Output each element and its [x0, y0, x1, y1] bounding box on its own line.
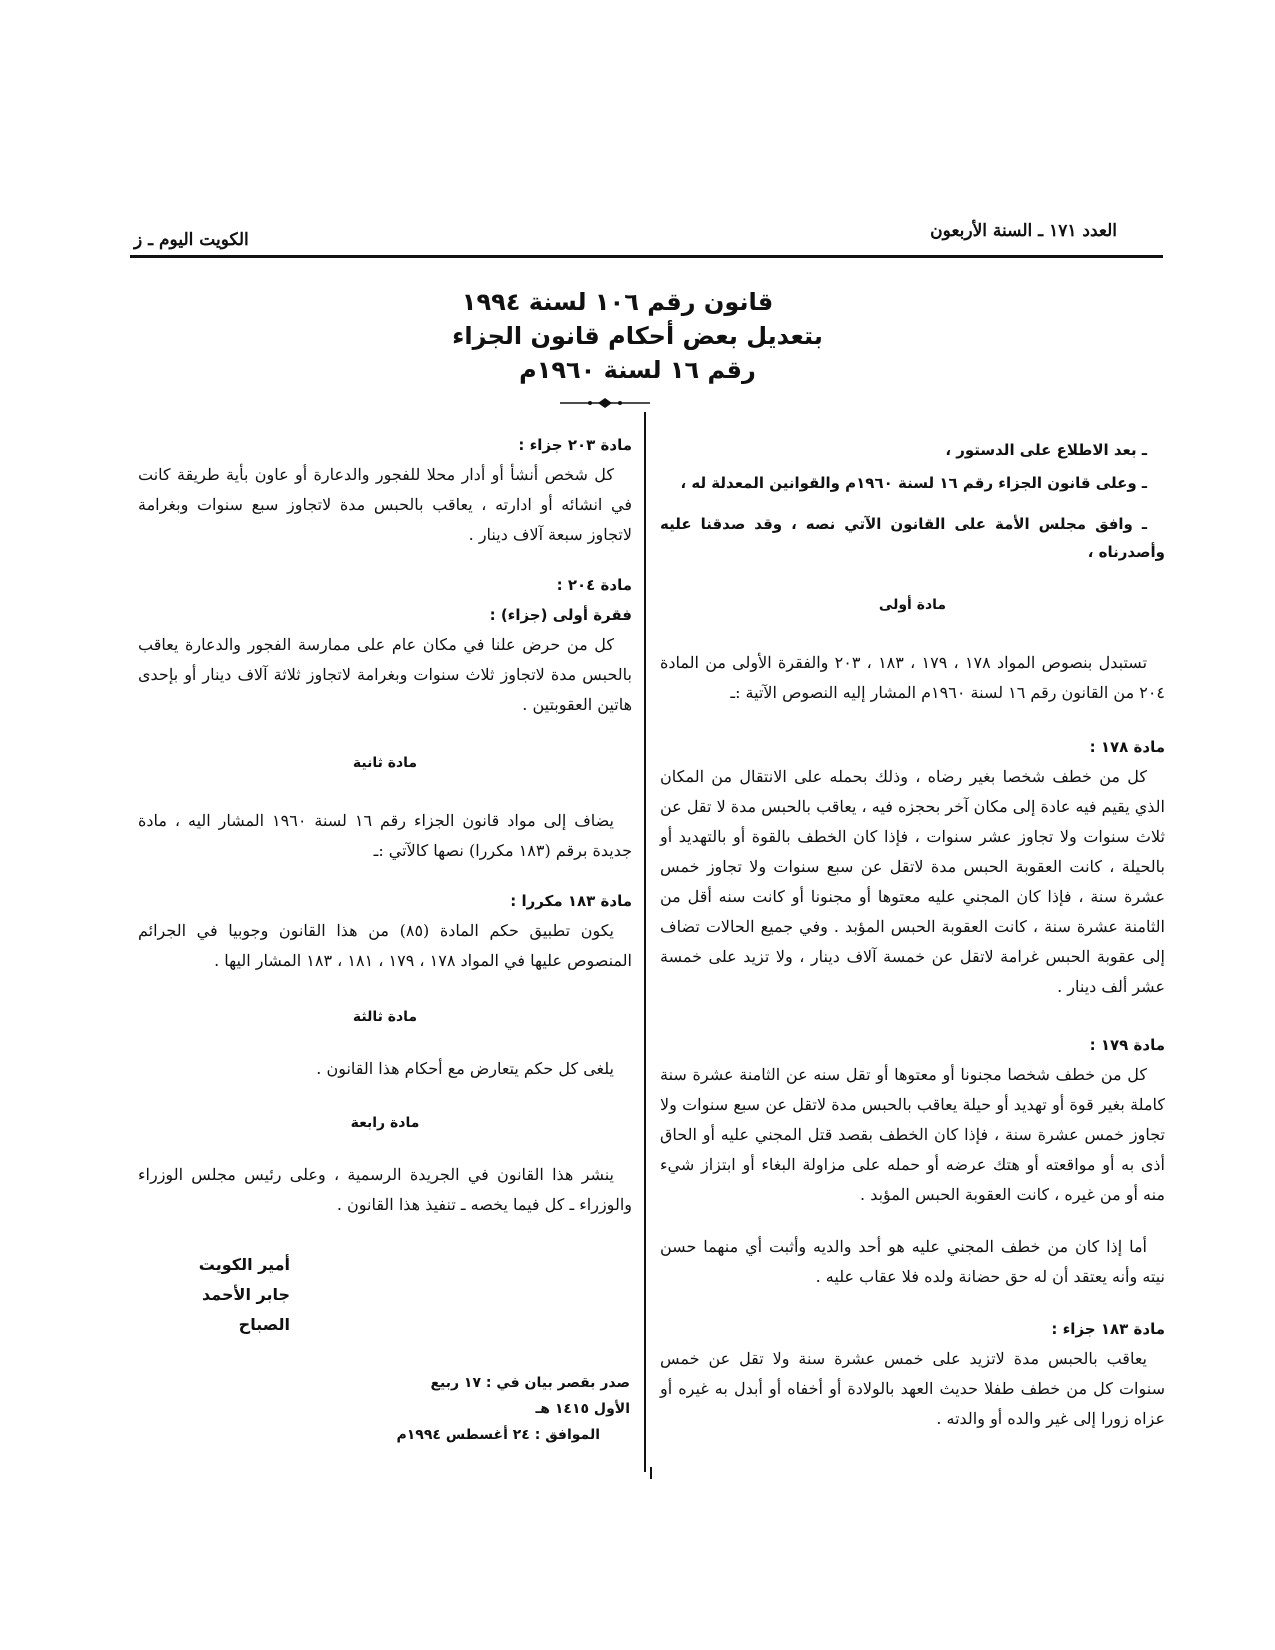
- article-4-text: ينشر هذا القانون في الجريدة الرسمية ، وعلى رئيس مجلس الوزراء والوزراء ـ كل فيما يخصه ـ تنفيذ هذا القانون .: [138, 1165, 632, 1214]
- title-line-2: بتعديل بعض أحكام قانون الجزاء: [452, 322, 823, 350]
- article-183-text: يعاقب بالحبس مدة لاتزيد على خمس عشرة سنة ولا تقل عن خمس سنوات كل من خطف طفلا حديث العهد بالولادة أو أخفاه أو أبدل به غيره أو عزاه زورا إلى غير والده أو والدته .: [660, 1349, 1165, 1428]
- article-1-text: تستبدل بنصوص المواد ١٧٨ ، ١٧٩ ، ١٨٣ ، ٢٠٣ والفقرة الأولى من المادة ٢٠٤ من القانون رقم ١٦ لسنة ١٩٦٠م المشار إليه النصوص الآتية :ـ: [660, 653, 1165, 702]
- column-divider-end: [650, 1467, 652, 1479]
- article-3-text: يلغى كل حكم يتعارض مع أحكام هذا القانون .: [316, 1059, 614, 1078]
- column-divider: [644, 412, 646, 1472]
- article-204-text: كل من حرض علنا في مكان عام على ممارسة الفجور والدعارة يعاقب بالحبس مدة لاتجاوز ثلاث سنوات وبغرامة لاتجاوز ثلاثة آلاف دينار أو بإحدى هاتين العقوبتين .: [138, 635, 632, 714]
- article-3-heading: مادة ثالثة: [352, 1009, 418, 1025]
- right-column: [660, 435, 1165, 1434]
- issue-number: العدد ١٧١ ـ السنة الأربعون: [930, 221, 1117, 241]
- article-4-heading: مادة رابعة: [350, 1115, 420, 1131]
- signature-title: أمير الكويت: [198, 1255, 290, 1274]
- article-1-heading: مادة أولى: [878, 597, 947, 613]
- article-2-heading: مادة ثانية: [352, 755, 418, 771]
- header-rule: [130, 255, 1163, 258]
- article-179-heading: مادة ١٧٩ :: [1089, 1036, 1165, 1054]
- article-203-text: كل شخص أنشأ أو أدار محلا للفجور والدعارة أو عاون بأية طريقة كانت في انشائه أو ادارته ، يعاقب بالحبس مدة لاتجاوز سبع سنوات وبغرامة لاتجاوز سبعة آلاف دينار .: [138, 465, 632, 544]
- title-line-3: رقم ١٦ لسنة ١٩٦٠م: [519, 356, 756, 384]
- article-2-text: يضاف إلى مواد قانون الجزاء رقم ١٦ لسنة ١٩٦٠ المشار اليه ، مادة جديدة برقم (١٨٣ مكررا) نصها كالآتي :ـ: [138, 811, 632, 860]
- article-183b-heading: مادة ١٨٣ مكررا :: [510, 892, 632, 910]
- title-line-1: قانون رقم ١٠٦ لسنة ١٩٩٤: [461, 288, 774, 316]
- signature-block: [160, 1250, 290, 1340]
- publication-name: الكويت اليوم ـ ز: [134, 230, 249, 250]
- article-179-text-2: أما إذا كان من خطف المجني عليه هو أحد والديه وأثبت أي منهما حسن نيته وأنه يعتقد أن له حق حضانة ولده فلا عقاب عليه .: [660, 1237, 1165, 1286]
- preamble-1: ـ بعد الاطلاع على الدستور ،: [945, 441, 1147, 459]
- article-183-heading: مادة ١٨٣ جزاء :: [1051, 1320, 1165, 1338]
- issued-line-1: صدر بقصر بيان في : ١٧ ربيع الأول ١٤١٥ هـ: [430, 1375, 630, 1417]
- signature-name: جابر الأحمد الصباح: [202, 1285, 290, 1334]
- article-178-heading: مادة ١٧٨ :: [1089, 738, 1165, 756]
- preamble-2: ـ وعلى قانون الجزاء رقم ١٦ لسنة ١٩٦٠م والقوانين المعدلة له ،: [680, 474, 1147, 492]
- issued-block: [390, 1370, 630, 1448]
- issued-line-2: الموافق : ٢٤ أغسطس ١٩٩٤م: [396, 1427, 600, 1443]
- article-183b-text: يكون تطبيق حكم المادة (٨٥) من هذا القانون وجوبيا في الجرائم المنصوص عليها في المواد ١٧٨ ، ١٧٩ ، ١٨١ ، ١٨٣ المشار اليها .: [138, 921, 632, 970]
- article-179-text: كل من خطف شخصا مجنونا أو معتوها أو تقل سنه عن الثامنة عشرة سنة كاملة بغير قوة أو تهديد أو حيلة يعاقب بالحبس مدة لاتقل عن سبع سنوات ولا تجاوز خمس عشرة سنة ، فإذا كان الخطف بقصد قتل المجني عليه أو الحاق أذى به أو مواقعته أو هتك عرضه أو حمله على مزاولة البغاء أو ابتزاز شيء منه أو من غيره ، كانت العقوبة الحبس المؤبد .: [660, 1065, 1165, 1204]
- left-column: [138, 430, 632, 1220]
- article-203-heading: مادة ٢٠٣ جزاء :: [518, 436, 632, 454]
- article-204-heading: مادة ٢٠٤ :: [556, 576, 632, 594]
- title-ornament: [560, 398, 650, 408]
- article-178-text: كل من خطف شخصا بغير رضاه ، وذلك بحمله على الانتقال من المكان الذي يقيم فيه عادة إلى مكان آخر بحجزه فيه ، يعاقب بالحبس مدة لا تقل عن ثلاث سنوات ولا تجاوز عشر سنوات ، فإذا كان الخطف بالقوة أو بالتهديد أو بالحيلة ، كانت العقوبة الحبس مدة لاتقل عن سبع سنوات ولا تجاوز خمس عشرة سنة ، فإذا كان المجني عليه معتوها أو مجنونا أو كانت سنه أقل من الثامنة عشرة سنة ، كانت العقوبة الحبس المؤبد . وفي جميع الحالات تضاف إلى عقوبة الحبس غرامة لاتقل عن خمسة آلاف دينار ، ولا تزيد على خمسة عشر ألف دينار .: [660, 767, 1165, 996]
- preamble-3: ـ وافق مجلس الأمة على القانون الآتي نصه ، وقد صدقنا عليه وأصدرناه ،: [660, 515, 1165, 561]
- article-204-subheading: فقرة أولى (جزاء) :: [489, 606, 632, 624]
- law-title: [0, 285, 1275, 387]
